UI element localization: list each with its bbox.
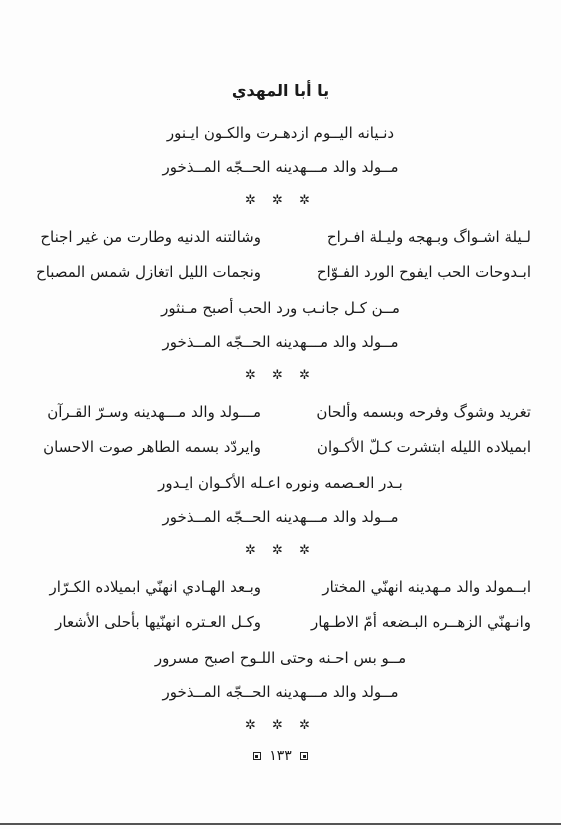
verse-right: لـيلة اشـواگ وبـهجه وليـلة افـراح [326, 228, 531, 246]
verse-refrain: مــولد والد مـــهدينه الحــجّه المــذخور [162, 508, 399, 526]
verse-right: ابميلاده الليله ابتشرت كـلّ الأكـوان [316, 438, 531, 456]
verse-left: وبـعد الهـادي انهنّي ابميلاده الكـرّار [49, 578, 261, 596]
verse-refrain: مــولد والد مـــهدينه الحــجّه المــذخور [162, 683, 399, 701]
verse-left: وكـل العـتره انهنّيها بأحلى الأشعار [55, 613, 261, 631]
verse-right: تغريد وشوگ وفرحه وبسمه وألحان [316, 403, 531, 421]
verse-refrain: مــولد والد مـــهدينه الحــجّه المــذخور [162, 333, 399, 351]
verse-refrain: مــو بس احـنه وحتى اللـوح اصبح مسرور [154, 649, 407, 667]
verse-right: وانـهنّي الزهــره البـضعه أمّ الاطـهار [310, 613, 531, 631]
verse-left: وايردّد بسمه الطاهر صوت الاحسان [43, 438, 261, 456]
verse-left: مـــولد والد مـــهدينه وسـرّ القـرآن [47, 403, 261, 421]
star-separator: ✲ ✲ ✲ [245, 718, 316, 733]
verse-left: ونجمات الليل اتغازل شمس المصباح [36, 263, 261, 281]
square-ornament-icon [300, 752, 308, 760]
verse-left: وشالتنه الدنيه وطارت من غير اجناح [40, 228, 261, 246]
verse-line: دنـيانه اليــوم ازدهـرت والكـون ايـنور [166, 124, 395, 142]
page-number [0, 748, 561, 764]
star-separator: ✲ ✲ ✲ [245, 368, 316, 383]
star-separator: ✲ ✲ ✲ [245, 193, 316, 208]
page-number-text: ١٣٣ [269, 748, 292, 764]
verse-refrain: بـدر العـصمه ونوره اعـله الأكـوان ايـدور [158, 474, 403, 492]
bottom-rule [0, 823, 561, 825]
poem-title: يا أبا المهدي [231, 81, 330, 100]
verse-line: مــولد والد مـــهدينه الحــجّه المــذخور [162, 158, 399, 176]
verse-right: ابــمولد والد مـهدينه انهنّي المختار [322, 578, 531, 596]
verse-right: ابـدوحات الحب ايفوح الورد الفـوّاح [316, 263, 531, 281]
verse-refrain: مــن كـل جانـب ورد الحب أصبح مـنثور [161, 299, 400, 317]
square-ornament-icon [253, 752, 261, 760]
star-separator: ✲ ✲ ✲ [245, 543, 316, 558]
